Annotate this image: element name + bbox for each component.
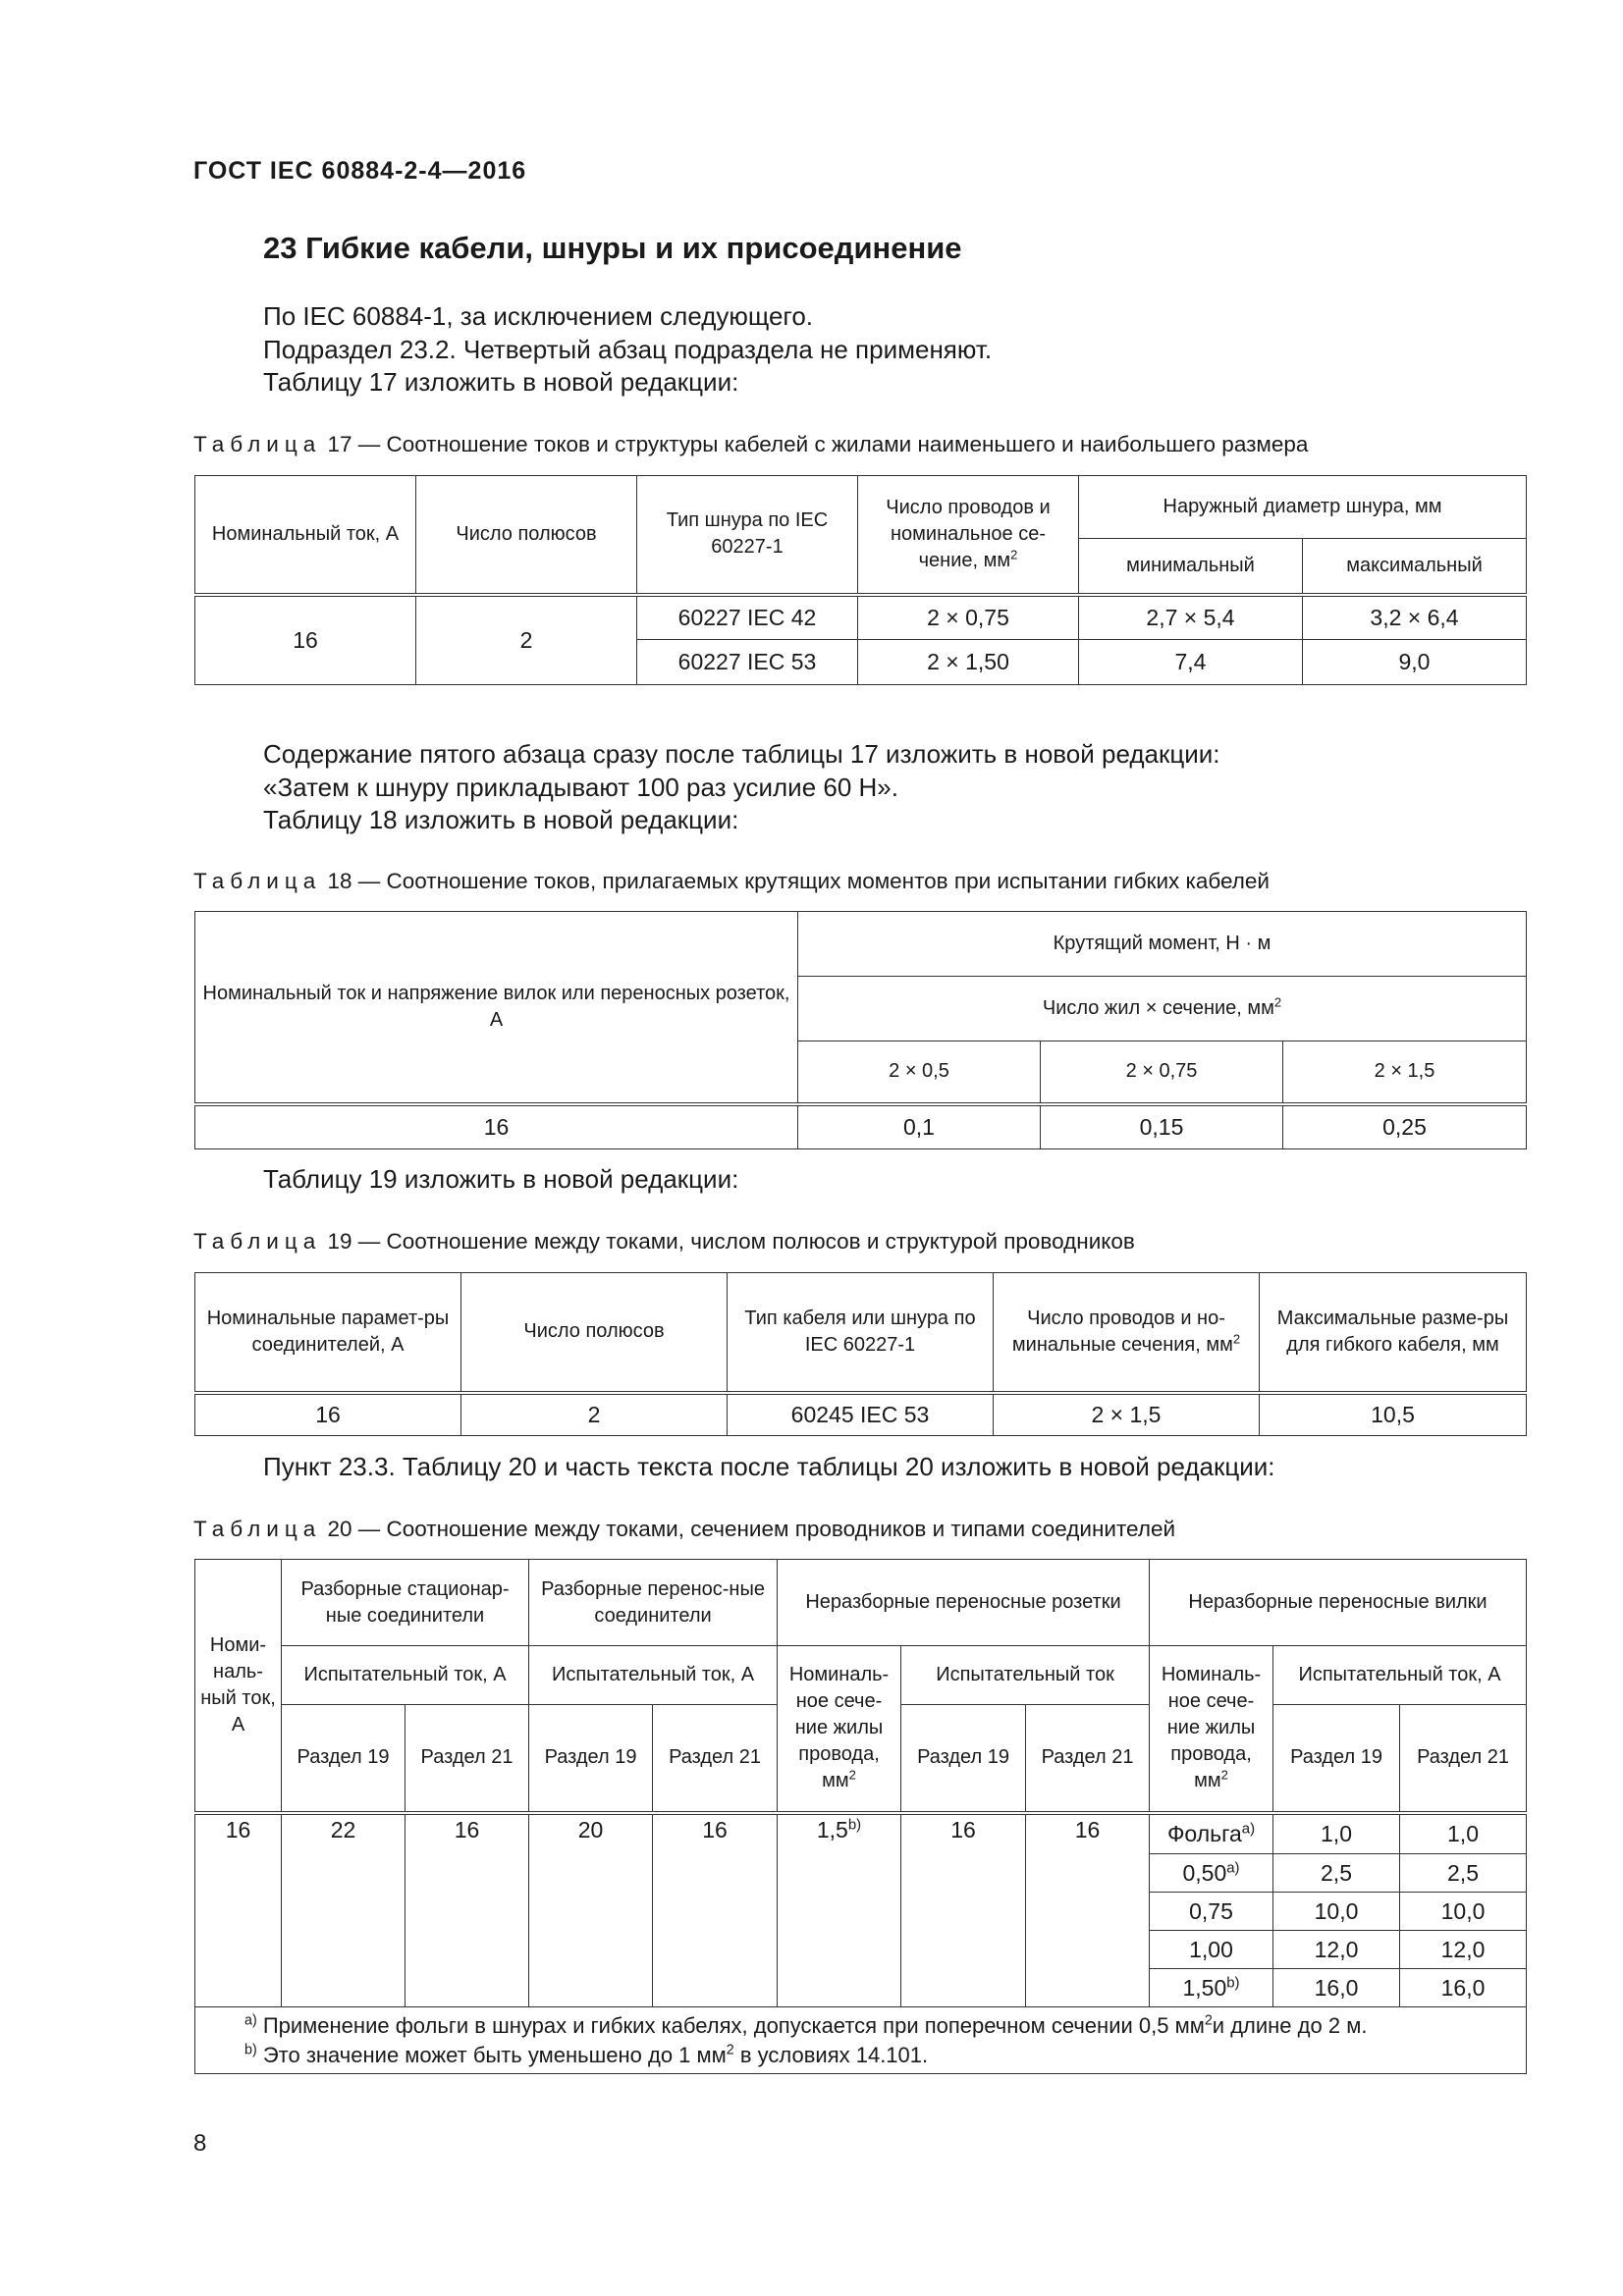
cell-plug-section: 1,50$^{b)}$: [1150, 1969, 1273, 2007]
cell-torque: 0,25: [1283, 1104, 1527, 1149]
header-torque: Крутящий момент, Н · м: [798, 912, 1527, 977]
cell-min: 7,4: [1079, 640, 1303, 685]
paragraph: «Затем к шнуру прикладывают 100 раз усилие 60 Н».: [263, 773, 898, 802]
page-number: 8: [193, 2130, 207, 2157]
table-18: [194, 911, 1527, 1149]
header-min: минимальный: [1079, 539, 1303, 595]
paragraph: Пункт 23.3. Таблицу 20 и часть текста после таблицы 20 изложить в новой редакции:: [263, 1452, 1275, 1481]
table-20-caption: [193, 1517, 1175, 1542]
header-cord-type: Тип шнура по IEC 60227-1: [637, 476, 858, 595]
header-section: Номиналь-ное сече-ние жилы провода, $мм^2$: [778, 1646, 901, 1813]
header-poles: Число полюсов: [461, 1273, 728, 1393]
cell-torque: 0,1: [798, 1104, 1041, 1149]
header-current-voltage: Номинальный ток и напряжение вилок или переносных розеток, А: [195, 912, 798, 1104]
section-title: 23 Гибкие кабели, шнуры и их присоединение: [263, 231, 962, 265]
cell-plug-19: 1,0: [1273, 1813, 1400, 1854]
header-group-sockets: Неразборные переносные розетки: [778, 1560, 1150, 1646]
header-cores: Число жил × сечение, $мм^2$: [798, 977, 1527, 1041]
cell-poles: 2: [416, 595, 637, 685]
caption-label: Таблица: [193, 1517, 322, 1541]
cell-plug-section: 0,50$^{a)}$: [1150, 1854, 1273, 1893]
footnote-b: $^{b)}$ Это значение может быть уменьшено до 1 $мм^2$ в условиях 14.101.: [244, 2042, 929, 2067]
caption-text: 19 — Соотношение между токами, числом полюсов и структурой проводников: [327, 1229, 1135, 1254]
cell-current: 16: [195, 595, 416, 685]
cell-value: 16: [653, 1813, 778, 2007]
header-section-19: Раздел 19: [529, 1705, 653, 1813]
header-test-current: Испытательный ток, А: [282, 1646, 529, 1705]
table-20: [194, 1559, 1527, 2074]
header-wires: Число проводов и номинальное се-чение, $мм^2$: [858, 476, 1079, 595]
table-19-caption: [193, 1229, 1135, 1255]
cell-plug-19: 16,0: [1273, 1969, 1400, 2007]
header-params: Номинальные парамет-ры соединителей, А: [195, 1273, 461, 1393]
cell-max: 3,2 × 6,4: [1303, 595, 1527, 640]
caption-label: Таблица: [193, 869, 322, 893]
paragraph: Таблицу 19 изложить в новой редакции:: [263, 1164, 739, 1194]
header-cable-type: Тип кабеля или шнура по IEC 60227-1: [728, 1273, 994, 1393]
cell-value: 16: [901, 1813, 1026, 2007]
cell-plug-section: Фольга$^{a)}$: [1150, 1813, 1273, 1854]
cell-value: 22: [282, 1813, 406, 2007]
header-cores-col: 2 × 1,5: [1283, 1041, 1527, 1104]
cell-params: 16: [195, 1393, 461, 1436]
header-test-current: Испытательный ток, А: [1273, 1646, 1527, 1705]
header-max-dimensions: Максимальные разме-ры для гибкого кабеля, мм: [1260, 1273, 1527, 1393]
header-section-21: Раздел 21: [653, 1705, 778, 1813]
paragraph: Содержание пятого абзаца сразу после таблицы 17 изложить в новой редакции:: [263, 739, 1220, 769]
header-wires: Число проводов и но-минальные сечения, $мм^2$: [994, 1273, 1260, 1393]
cell-value: 16: [406, 1813, 529, 2007]
header-cores-col: 2 × 0,75: [1041, 1041, 1283, 1104]
caption-text: 20 — Соотношение между токами, сечением проводников и типами соединителей: [327, 1517, 1176, 1541]
header-section-19: Раздел 19: [1273, 1705, 1400, 1813]
header-test-current: Испытательный ток, А: [529, 1646, 778, 1705]
header-group-portable: Разборные перенос-ные соединители: [529, 1560, 778, 1646]
header-section-19: Раздел 19: [901, 1705, 1026, 1813]
paragraph: По IEC 60884-1, за исключением следующего.: [263, 301, 814, 331]
cell-plug-21: 2,5: [1400, 1854, 1527, 1893]
header-group-fixed: Разборные стационар-ные соединители: [282, 1560, 529, 1646]
caption-label: Таблица: [193, 1229, 322, 1254]
cell-plug-21: 12,0: [1400, 1931, 1527, 1969]
cell-plug-19: 10,0: [1273, 1893, 1400, 1931]
cell-wires: 2 × 1,50: [858, 640, 1079, 685]
table-19: [194, 1272, 1527, 1436]
cell-wires: 2 × 1,5: [994, 1393, 1260, 1436]
cell-wires: 2 × 0,75: [858, 595, 1079, 640]
header-section-21: Раздел 21: [1026, 1705, 1150, 1813]
cell-max: 9,0: [1303, 640, 1527, 685]
footnote-a: $^{a)}$ Применение фольги в шнурах и гибких кабелях, допускается при поперечном сечении 0,5 $мм^2и$ длине до 2 м.: [244, 2012, 1368, 2038]
header-poles: Число полюсов: [416, 476, 637, 595]
cell-plug-section: 0,75: [1150, 1893, 1273, 1931]
table-17: [194, 475, 1527, 685]
header-outer-diameter: Наружный диаметр шнура, мм: [1079, 476, 1527, 539]
table-17-caption: [193, 432, 1308, 457]
table-footnotes: [195, 2007, 1527, 2074]
cell-current: 16: [195, 1104, 798, 1149]
cell-plug-19: 12,0: [1273, 1931, 1400, 1969]
header-group-plugs: Неразборные переносные вилки: [1150, 1560, 1527, 1646]
cell-min: 2,7 × 5,4: [1079, 595, 1303, 640]
header-section: Номиналь-ное сече-ние жилы провода, $мм^2$: [1150, 1646, 1273, 1813]
caption-label: Таблица: [193, 432, 322, 456]
cell-nominal: 16: [195, 1813, 282, 2007]
cell-section: 1,5$^{b)}$: [778, 1813, 901, 2007]
paragraph: Таблицу 17 изложить в новой редакции:: [263, 367, 739, 397]
cell-type: 60227 IEC 53: [637, 640, 858, 685]
header-nominal-current: Номи-наль-ный ток, А: [195, 1560, 282, 1813]
cell-plug-19: 2,5: [1273, 1854, 1400, 1893]
cell-type: 60227 IEC 42: [637, 595, 858, 640]
cell-plug-21: 16,0: [1400, 1969, 1527, 2007]
table-18-caption: [193, 869, 1270, 894]
cell-plug-section: 1,00: [1150, 1931, 1273, 1969]
cell-value: 20: [529, 1813, 653, 2007]
cell-plug-21: 10,0: [1400, 1893, 1527, 1931]
caption-text: 17 — Соотношение токов и структуры кабелей с жилами наименьшего и наибольшего размера: [327, 432, 1309, 456]
paragraph: Подраздел 23.2. Четвертый абзац подраздела не применяют.: [263, 335, 993, 364]
caption-text: 18 — Соотношение токов, прилагаемых крутящих моментов при испытании гибких кабелей: [327, 869, 1270, 893]
header-max: максимальный: [1303, 539, 1527, 595]
cell-poles: 2: [461, 1393, 728, 1436]
header-cores-col: 2 × 0,5: [798, 1041, 1041, 1104]
cell-plug-21: 1,0: [1400, 1813, 1527, 1854]
cell-dia: 10,5: [1260, 1393, 1527, 1436]
paragraph: Таблицу 18 изложить в новой редакции:: [263, 805, 739, 834]
header-section-19: Раздел 19: [282, 1705, 406, 1813]
header-section-21: Раздел 21: [406, 1705, 529, 1813]
cell-value: 16: [1026, 1813, 1150, 2007]
header-test-current: Испытательный ток: [901, 1646, 1150, 1705]
cell-torque: 0,15: [1041, 1104, 1283, 1149]
document-code: ГОСТ IEC 60884-2-4—2016: [193, 157, 527, 185]
header-current: Номинальный ток, А: [195, 476, 416, 595]
cell-type: 60245 IEC 53: [728, 1393, 994, 1436]
header-section-21: Раздел 21: [1400, 1705, 1527, 1813]
